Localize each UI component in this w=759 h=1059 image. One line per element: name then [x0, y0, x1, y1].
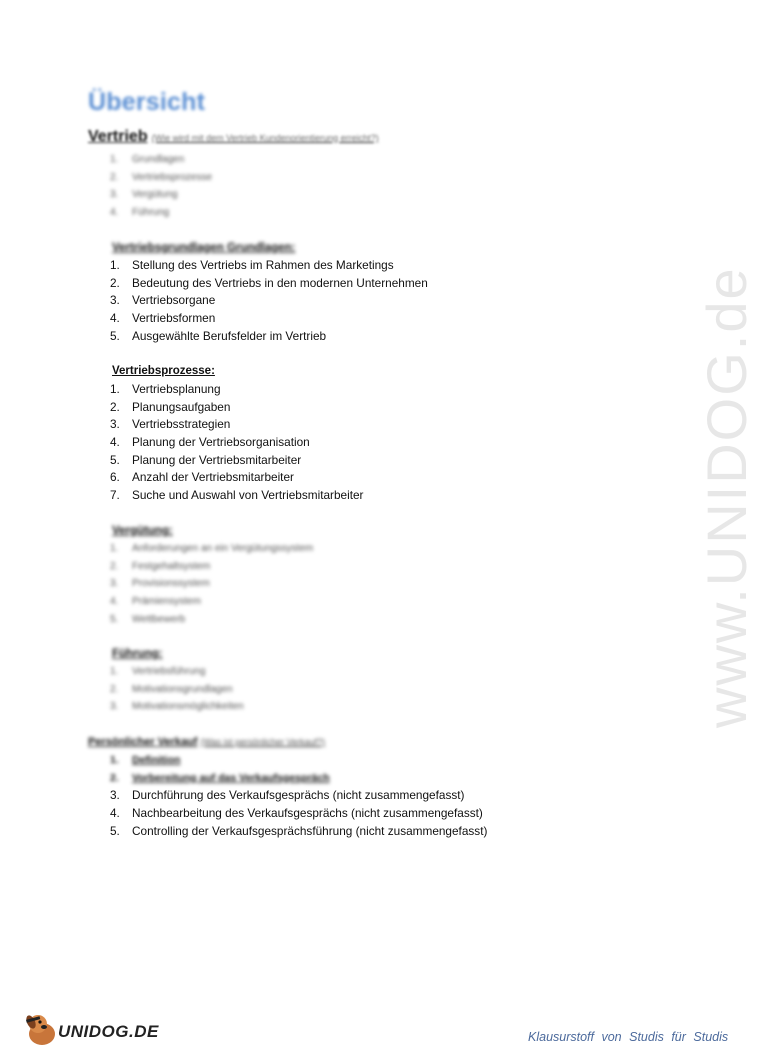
fuehrung-list: [110, 663, 244, 716]
list-item: 4. Prämiensystem: [110, 596, 201, 608]
list-item: 1. Grundlagen: [110, 154, 185, 165]
list-item: 3. Durchführung des Verkaufsgesprächs (nicht zusammengefasst): [110, 788, 465, 803]
prozesse-list: [110, 381, 363, 505]
vertrieb-list: [110, 151, 212, 222]
list-item: 5. Planung der Vertriebsmitarbeiter: [110, 452, 302, 467]
list-item: 4. Führung: [110, 207, 170, 219]
list-item: 1. Stellung des Vertriebs im Rahmen des Marketings: [110, 258, 394, 272]
list-item: 5. Ausgewählte Berufsfelder im Vertrieb: [110, 328, 327, 343]
fuehrung-heading: Führung:: [112, 648, 163, 660]
list-item: 1. Vertriebsplanung: [110, 382, 221, 396]
list-item: 4. Planung der Vertriebsorganisation: [110, 435, 310, 450]
list-item: 2. Bedeutung des Vertriebs in den modernen Unternehmen: [110, 275, 428, 290]
list-item: 3. Provisionssystem: [110, 578, 210, 590]
verguetung-list: [110, 540, 313, 628]
list-item: 6. Anzahl der Vertriebsmitarbeiter: [110, 470, 294, 485]
verkauf-question: (Was ist persönlicher Verkauf?): [200, 737, 326, 747]
list-item: 3. Vergütung: [110, 189, 178, 201]
watermark: www.UNIDOG.de: [695, 266, 758, 728]
list-item: 3. Vertriebsorgane: [110, 293, 216, 308]
verguetung-heading: Vergütung:: [112, 525, 173, 537]
list-item: 3. Vertriebsstrategien: [110, 417, 231, 432]
prozesse-heading: Vertriebsprozesse:: [112, 365, 215, 377]
list-item: 4. Nachbearbeitung des Verkaufsgesprächs (nicht zusammengefasst): [110, 806, 483, 821]
list-item: 1. Vertriebsführung: [110, 666, 206, 677]
grundlagen-heading: Vertriebsgrundlagen Grundlagen:: [112, 242, 296, 254]
list-item: 2. Motivationsgrundlagen: [110, 683, 233, 695]
list-item: 1. Definition: [110, 754, 181, 766]
dog-logo-icon: [22, 1010, 62, 1048]
list-item: 2. Vorbereitung auf das Verkaufsgespräch: [110, 771, 330, 784]
list-item: 2. Vertriebsprozesse: [110, 171, 213, 183]
list-item: 3. Motivationsmöglichkeiten: [110, 701, 244, 713]
vertrieb-heading: Vertrieb: [88, 128, 148, 145]
list-item: 7. Suche und Auswahl von Vertriebsmitarbeiter: [110, 488, 364, 503]
footer-tagline: Klausurstoff von Studis für Studis: [528, 1030, 729, 1044]
list-item: 5. Wettbewerb: [110, 613, 186, 625]
list-item: 1. Anforderungen an ein Vergütungssystem: [110, 543, 314, 554]
list-item: 4. Vertriebsformen: [110, 311, 216, 326]
vertrieb-question: (Wie wird mit dem Vertrieb Kundenorientierung erreicht?): [151, 133, 379, 143]
footer-logo-text: UNIDOG.DE: [58, 1022, 159, 1041]
verkauf-heading-row: [88, 736, 325, 748]
section-heading-vertrieb: [88, 128, 379, 146]
list-item: 5. Controlling der Verkaufsgesprächsführung (nicht zusammengefasst): [110, 823, 488, 838]
list-item: 2. Planungsaufgaben: [110, 399, 231, 414]
verkauf-list: [110, 752, 487, 840]
page-title: Übersicht: [88, 88, 206, 116]
grundlagen-list: [110, 257, 428, 345]
verkauf-heading: Persönlicher Verkauf: [88, 736, 198, 748]
list-item: 2. Festgehaltsystem: [110, 560, 211, 572]
